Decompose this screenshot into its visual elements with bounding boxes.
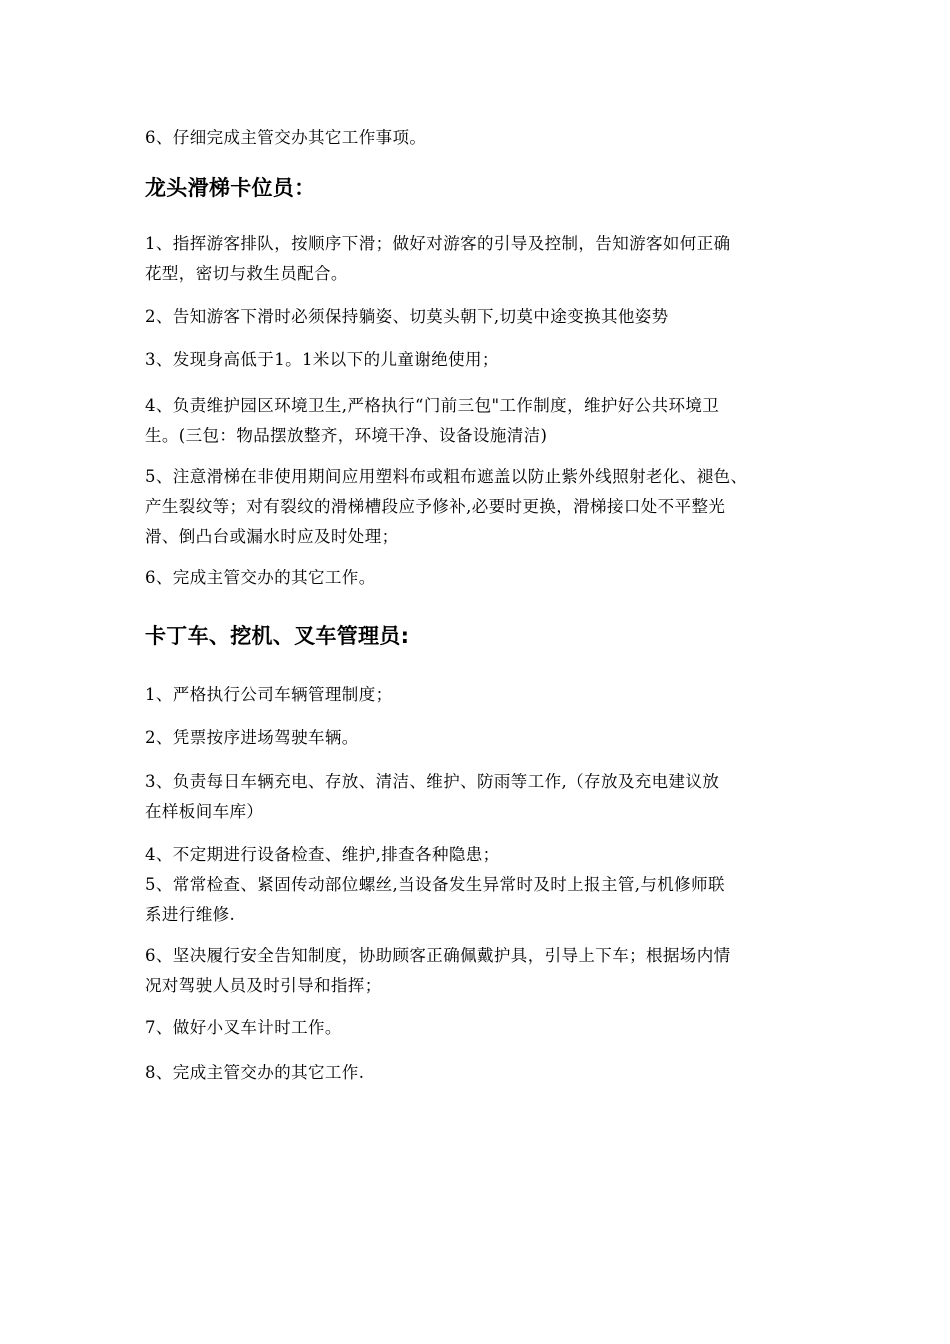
paragraph-line: 4、不定期进行设备检查、维护,排查各种隐患； (145, 845, 500, 864)
paragraph-line: 8、完成主管交办的其它工作. (145, 1063, 365, 1082)
paragraph (145, 767, 835, 827)
paragraph-line: 花型，密切与救生员配合。 (145, 264, 348, 283)
paragraph (145, 229, 835, 289)
paragraph-line: 6、坚决履行安全告知制度，协助顾客正确佩戴护具，引导上下车；根据场内情 (145, 946, 731, 965)
paragraph (145, 123, 835, 153)
paragraph-line: 产生裂纹等；对有裂纹的滑梯槽段应予修补,必要时更换，滑梯接口处不平整光 (145, 497, 726, 516)
paragraph-line: 2、告知游客下滑时必须保持躺姿、切莫头朝下,切莫中途变换其他姿势 (145, 307, 669, 326)
paragraph-line: 在样板间车库） (145, 802, 264, 821)
paragraph-line: 6、仔细完成主管交办其它工作事项。 (145, 128, 427, 147)
paragraph-line: 滑、倒凸台或漏水时应及时处理； (145, 527, 399, 546)
paragraph-line: 4、负责维护园区环境卫生,严格执行“门前三包"工作制度，维护好公共环境卫 (145, 396, 720, 415)
paragraph-line: 7、做好小叉车计时工作。 (145, 1018, 342, 1037)
paragraph (145, 840, 835, 870)
paragraph (145, 870, 835, 930)
paragraph (145, 345, 835, 375)
paragraph-line: 生。(三包：物品摆放整齐，环境干净、设备设施清洁) (145, 426, 548, 445)
paragraph-line: 6、完成主管交办的其它工作。 (145, 568, 376, 587)
paragraph (145, 391, 835, 451)
paragraph-line: 1、指挥游客排队，按顺序下滑；做好对游客的引导及控制，告知游客如何正确 (145, 234, 731, 253)
paragraph (145, 941, 835, 1001)
paragraph (145, 1013, 835, 1043)
paragraph (145, 680, 835, 710)
paragraph (145, 302, 835, 332)
section-heading: 卡丁车、挖机、叉车管理员: (145, 624, 410, 648)
paragraph-line: 5、注意滑梯在非使用期间应用塑料布或粗布遮盖以防止紫外线照射老化、褪色、 (145, 467, 748, 486)
paragraph (145, 1058, 835, 1088)
paragraph (145, 563, 835, 593)
paragraph (145, 723, 835, 753)
section-heading: 龙头滑梯卡位员： (145, 176, 316, 200)
paragraph-line: 3、负责每日车辆充电、存放、清洁、维护、防雨等工作,（存放及充电建议放 (145, 772, 720, 791)
paragraph-line: 1、严格执行公司车辆管理制度； (145, 685, 393, 704)
paragraph-line: 况对驾驶人员及时引导和指挥； (145, 976, 382, 995)
paragraph (145, 462, 835, 552)
paragraph-line: 3、发现身高低于1。1米以下的儿童谢绝使用； (145, 350, 499, 369)
paragraph-line: 系进行维修. (145, 905, 236, 924)
paragraph-line: 2、凭票按序进场驾驶车辆。 (145, 728, 359, 747)
paragraph-line: 5、常常检查、紧固传动部位螺丝,当设备发生异常时及时上报主管,与机修师联 (145, 875, 725, 894)
